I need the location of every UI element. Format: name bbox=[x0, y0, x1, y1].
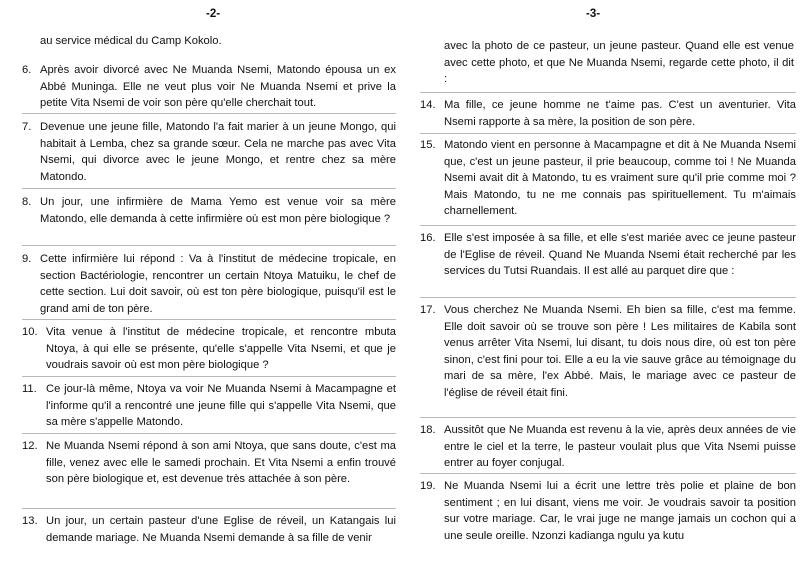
item-number: 7. bbox=[22, 121, 32, 133]
list-item bbox=[420, 137, 796, 220]
list-item bbox=[22, 324, 396, 374]
divider bbox=[22, 113, 396, 114]
list-item bbox=[22, 62, 396, 112]
item-text: Un jour, une infirmière de Mama Yemo est venue voir sa mère Matondo, elle demanda à cette infirmière où est mon père biologique ? bbox=[40, 196, 396, 225]
paragraph-text: au service médical du Camp Kokolo. bbox=[40, 35, 222, 47]
item-number: 11. bbox=[22, 383, 37, 395]
continuation-text bbox=[40, 33, 394, 50]
item-number: 17. bbox=[420, 304, 436, 316]
page-number: -2- bbox=[206, 8, 221, 20]
item-number: 10. bbox=[22, 326, 38, 338]
divider bbox=[22, 376, 396, 377]
divider bbox=[420, 225, 796, 226]
item-number: 19. bbox=[420, 480, 436, 492]
divider bbox=[420, 417, 796, 418]
item-text: Ne Muanda Nsemi lui a écrit une lettre très polie et plaine de bon sentiment ; en lui disant, viens me voir. Je voudrais savoir ta position sur votre mariage. Car, le vrai juge ne mange jamais un cochon qui a une seule oreille. Nzonzi kadianga ngulu ya kutu bbox=[444, 480, 796, 542]
item-number: 6. bbox=[22, 64, 32, 76]
divider bbox=[420, 133, 796, 134]
item-number: 15. bbox=[420, 139, 436, 151]
divider bbox=[22, 319, 396, 320]
item-number: 14. bbox=[420, 99, 436, 111]
item-text: Ma fille, ce jeune homme ne t'aime pas. C'est un aventurier. Vita Nsemi rapporte à sa mère, la position de son père. bbox=[444, 99, 796, 128]
item-text: Ne Muanda Nsemi répond à son ami Ntoya, que sans doute, c'est ma fille, venez avec elle le samedi prochain. Et Vita Nsemi a enfin trouvé son père biologique et, est devenue très attachée à son père. bbox=[46, 440, 396, 485]
item-text: Vita venue à l'institut de médecine tropicale, et rencontre mbuta Ntoya, à qui elle se présente, qu'elle s'appelle Vita Nsemi, et que je voudrais savoir où est mon père biologique ? bbox=[46, 326, 396, 371]
list-item bbox=[22, 438, 396, 488]
list-item bbox=[420, 97, 796, 130]
list-item bbox=[420, 422, 796, 472]
item-text: Ce jour-là même, Ntoya va voir Ne Muanda Nsemi à Macampagne et l'informe qu'il a rencontré une jeune fille qui s'appelle Vita Nsemi, que sa mère s'appelle Matondo. bbox=[46, 383, 396, 428]
divider bbox=[420, 473, 796, 474]
list-item bbox=[22, 251, 396, 317]
divider bbox=[22, 188, 396, 189]
item-number: 16. bbox=[420, 232, 436, 244]
item-text: Matondo vient en personne à Macampagne et dit à Ne Muanda Nsemi que, c'est un jeune pasteur, il prie beaucoup, comme toi ! Ne Muanda Nsemi avait dit à Matondo, tu es vraiment sure qu'il prie comme moi ? Mais Matondo, tu ne me connais pas spirituellement. Tu m'aimais charnellement. bbox=[444, 139, 796, 217]
divider bbox=[420, 92, 796, 93]
item-text: Cette infirmière lui répond : Va à l'institut de médecine tropicale, en section Bactériologie, rencontrer un certain Ntoya Matuiku, le chef de cette section. Lui doit savoir, où est ton père biologique, puisqu'il est le grand ami de ton père. bbox=[40, 253, 396, 315]
list-item bbox=[420, 478, 796, 544]
divider bbox=[22, 433, 396, 434]
item-number: 12. bbox=[22, 440, 38, 452]
item-number: 13. bbox=[22, 515, 38, 527]
item-text: Devenue une jeune fille, Matondo l'a fait marier à un jeune Mongo, qui habitait à Lemba, chez sa grande sœur. Cela ne marche pas avec Vita Nsemi, qui divorce avec le jeune Mongo, et rentre chez sa mère Matondo. bbox=[40, 121, 396, 183]
list-item bbox=[22, 381, 396, 431]
item-number: 8. bbox=[22, 196, 32, 208]
item-number: 18. bbox=[420, 424, 436, 436]
list-item bbox=[420, 302, 796, 401]
divider bbox=[22, 508, 396, 509]
divider bbox=[420, 297, 796, 298]
divider bbox=[22, 245, 396, 246]
right-page bbox=[400, 0, 800, 566]
page-number: -3- bbox=[586, 8, 601, 20]
item-text: Vous cherchez Ne Muanda Nsemi. Eh bien sa fille, c'est ma femme. Elle doit savoir où se trouve son père ! Les militaires de Kabila sont venus arrêter Vita Nsemi, lui disant, tu dois nous dire, où est ton père sinon, c'est fini pour toi. Elle a eu la vie sauve grâce au témoignage du mari de sa mère, l'ex Abbé. Mais, le mariage avec ce pasteur de l'église de réveil était fini. bbox=[444, 304, 796, 399]
paragraph-text: avec la photo de ce pasteur, un jeune pasteur. Quand elle est venue avec cette photo, et que Ne Muanda Nsemi, regarde cette photo, il dit : bbox=[444, 40, 794, 85]
item-text: Aussitôt que Ne Muanda est revenu à la vie, après deux années de vie entre le ciel et la terre, le pasteur voulait plus que Vita Nsemi puisse entrer au foyer conjugal. bbox=[444, 424, 796, 469]
item-text: Un jour, un certain pasteur d'une Eglise de réveil, un Katangais lui demande mariage. Ne Muanda Nsemi demande à sa fille de venir bbox=[46, 515, 396, 544]
item-text: Elle s'est imposée à sa fille, et elle s'est mariée avec ce jeune pasteur de l'Eglise de réveil. Quand Ne Muanda Nsemi était recherché par les services du Tutsi Ruandais. Il est allé au parquet dire que : bbox=[444, 232, 796, 277]
list-item bbox=[22, 513, 396, 546]
list-item bbox=[22, 119, 396, 185]
continuation-text bbox=[444, 38, 794, 88]
item-text: Après avoir divorcé avec Ne Muanda Nsemi, Matondo épousa un ex Abbé Muninga. Elle ne veut plus voir Ne Muanda Nsemi et prive la petite Vita Nsemi de voir son père qu'elle cherchait tout. bbox=[40, 64, 396, 109]
list-item bbox=[420, 230, 796, 280]
list-item bbox=[22, 194, 396, 227]
item-number: 9. bbox=[22, 253, 32, 265]
